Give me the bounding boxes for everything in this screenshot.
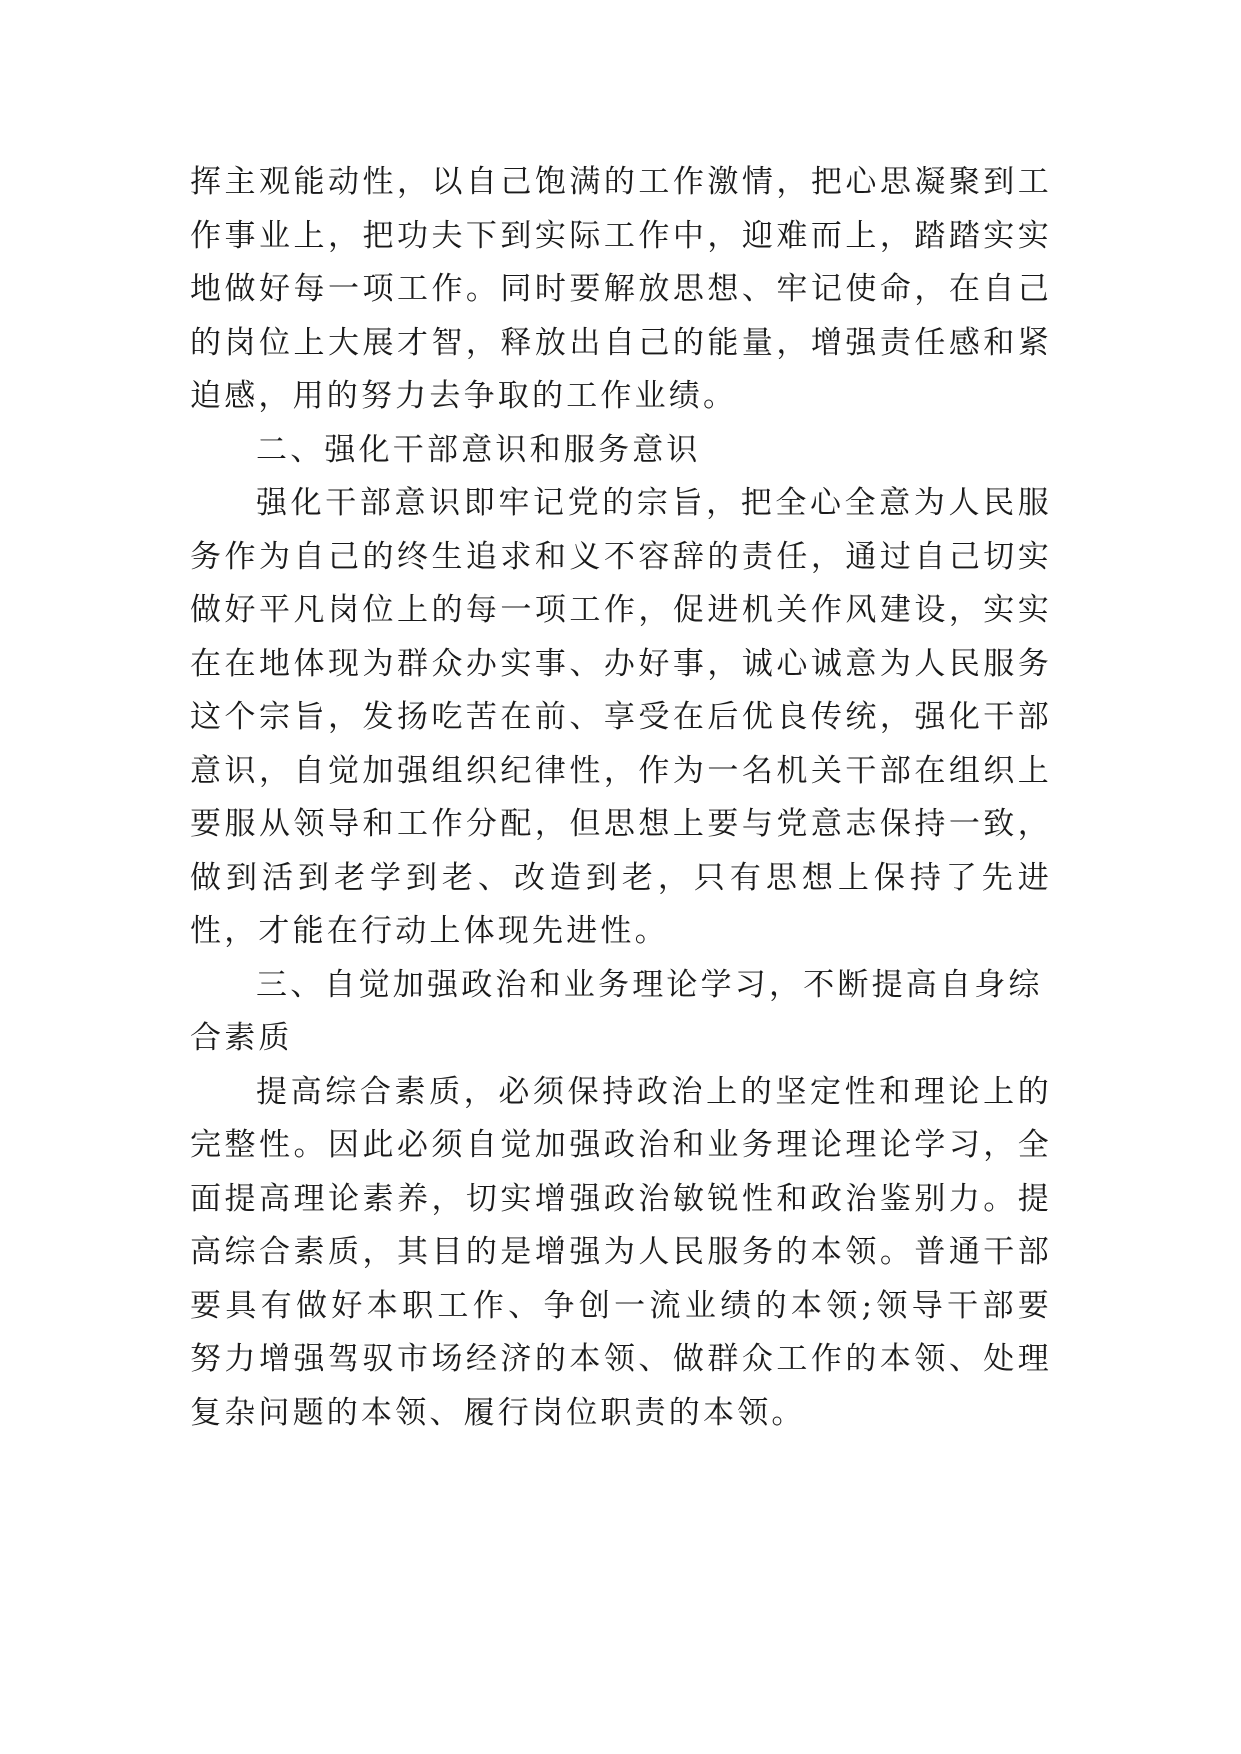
section-heading-3: 三、自觉加强政治和业务理论学习，不断提高自身综合素质 [190,966,1043,1056]
paragraph-cadre-awareness: 强化干部意识即牢记党的宗旨，把全心全意为人民服务作为自己的终生追求和义不容辞的责任，通过自己切实做好平凡岗位上的每一项工作，促进机关作风建设，实实在在地体现为群众办实事、办好事，诚心诚意为人民服务这个宗旨，发扬吃苦在前、享受在后优良传统，强化干部意识，自觉加强组织纪律性，作为一名机关干部在组织上要服从领导和工作分配，但思想上要与党意志保持一致，做到活到老学到老、改造到老，只有思想上保持了先进性，才能在行动上体现先进性。 [190,485,1052,949]
document-body [190,156,1052,1440]
section-heading-2: 二、强化干部意识和服务意识 [256,431,701,468]
paragraph-comprehensive-quality: 提高综合素质，必须保持政治上的坚定性和理论上的完整性。因此必须自觉加强政治和业务理论理论学习，全面提高理论素养，切实增强政治敏锐性和政治鉴别力。提高综合素质，其目的是增强为人民服务的本领。普通干部要具有做好本职工作、争创一流业绩的本领;领导干部要努力增强驾驭市场经济的本领、做群众工作的本领、处理复杂问题的本领、履行岗位职责的本领。 [190,1073,1052,1431]
paragraph-continuation: 挥主观能动性，以自己饱满的工作激情，把心思凝聚到工作事业上，把功夫下到实际工作中，迎难而上，踏踏实实地做好每一项工作。同时要解放思想、牢记使命，在自己的岗位上大展才智，释放出自己的能量，增强责任感和紧迫感，用的努力去争取的工作业绩。 [190,164,1052,414]
